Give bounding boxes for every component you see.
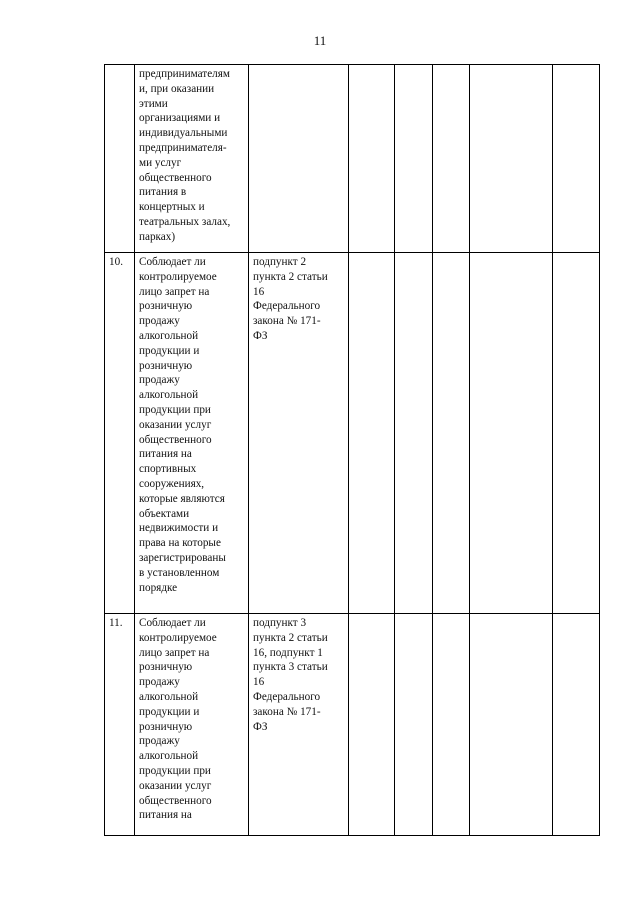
row-number: 10.: [109, 256, 123, 268]
answer-no-cell: [395, 614, 433, 836]
question-text: Соблюдает ли контролируемое лицо запрет на розничную продажу алкогольной продукции и розничную продажу алкогольной продукции при оказании услуг общественного питания на спортивных сооружениях, которые являются объектами недвижимости и права на которые зарегистрированы в установленном порядке: [139, 256, 226, 594]
extra-cell: [553, 65, 600, 253]
reference-text: подпункт 2 пункта 2 статьи 16 Федерального закона № 171- ФЗ: [253, 256, 328, 342]
question-cell: [135, 253, 249, 614]
extra-cell: [553, 614, 600, 836]
note-cell: [470, 65, 553, 253]
question-text: предпринимателям и, при оказании этими организациями и индивидуальными предпринимателя- ми услуг общественного питания в концертных и театральных залах, парках): [139, 68, 231, 243]
table-row: [105, 253, 600, 614]
answer-yes-cell: [349, 253, 395, 614]
note-cell: [470, 614, 553, 836]
answer-not-applicable-cell: [433, 65, 470, 253]
answer-no-cell: [395, 253, 433, 614]
answer-yes-cell: [349, 614, 395, 836]
reference-cell: [249, 614, 349, 836]
answer-not-applicable-cell: [433, 253, 470, 614]
reference-cell: [249, 65, 349, 253]
page-number: 11: [313, 33, 327, 48]
row-number: 11.: [109, 617, 123, 629]
row-number-cell: [105, 253, 135, 614]
answer-no-cell: [395, 65, 433, 253]
reference-cell: [249, 253, 349, 614]
answer-yes-cell: [349, 65, 395, 253]
question-cell: [135, 614, 249, 836]
checklist-table: [104, 64, 600, 836]
extra-cell: [553, 253, 600, 614]
table-row: [105, 614, 600, 836]
answer-not-applicable-cell: [433, 614, 470, 836]
question-cell: [135, 65, 249, 253]
note-cell: [470, 253, 553, 614]
table-row: [105, 65, 600, 253]
row-number-cell: [105, 65, 135, 253]
reference-text: подпункт 3 пункта 2 статьи 16, подпункт 1 пункта 3 статьи 16 Федерального закона № 171- ФЗ: [253, 617, 328, 733]
row-number-cell: [105, 614, 135, 836]
question-text: Соблюдает ли контролируемое лицо запрет на розничную продажу алкогольной продукции и розничную продажу алкогольной продукции при оказании услуг общественного питания на: [139, 617, 217, 822]
